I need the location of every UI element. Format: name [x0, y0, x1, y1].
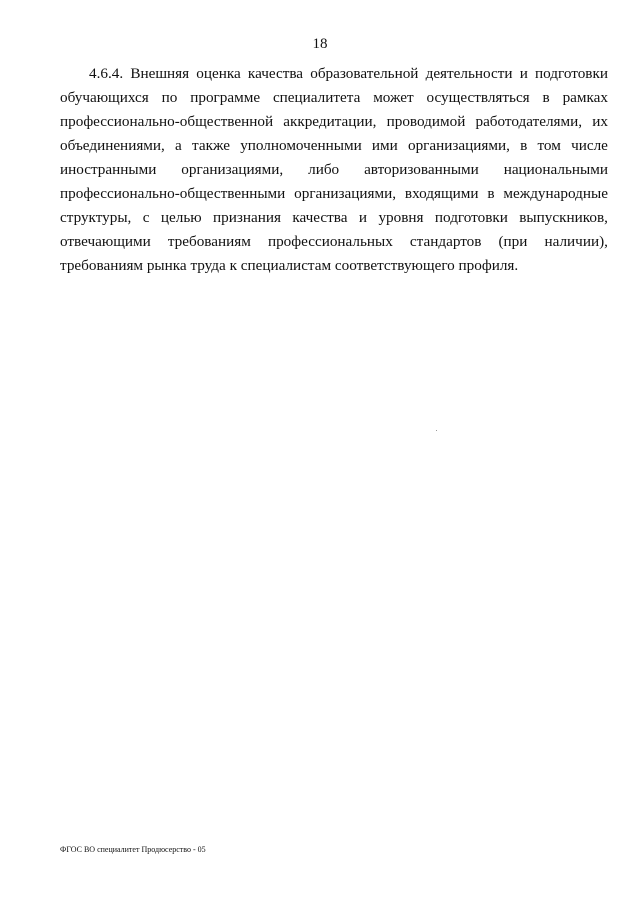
paragraph-word: профессионально-общественными: [60, 185, 286, 202]
paragraph-word: специалитета: [272, 89, 361, 106]
paragraph-word: наличии),: [544, 233, 608, 250]
paragraph-word: и: [519, 65, 528, 82]
paragraph-word: в: [542, 89, 550, 106]
paragraph-word: организациями,: [181, 161, 284, 178]
paragraph-word: международные: [503, 185, 608, 202]
paragraph-word: организациями,: [294, 185, 397, 202]
paragraph-word: аккредитации,: [283, 113, 377, 130]
paragraph-word: (при: [498, 233, 528, 250]
paragraph-word: Внешняя: [130, 65, 190, 82]
paragraph-word: национальными: [503, 161, 608, 178]
paragraph-word: отвечающими: [60, 233, 151, 250]
paragraph-word: профессиональных: [267, 233, 393, 250]
paragraph-line: [60, 206, 608, 230]
paragraph-word: а: [175, 137, 182, 154]
document-footer: ФГОС ВО специалитет Продюсерство - 05: [60, 845, 206, 854]
paragraph-word: числе: [571, 137, 608, 154]
paragraph-word: качества: [292, 209, 348, 226]
paragraph-line: [60, 182, 608, 206]
page-number: 18: [312, 36, 328, 52]
paragraph-line: [60, 230, 608, 254]
paragraph-word: 4.6.4.: [89, 65, 124, 82]
paragraph-word: может: [373, 89, 414, 106]
paragraph-word: образовательной: [310, 65, 419, 82]
paragraph-word: выпускников,: [519, 209, 608, 226]
paragraph-word: работодателями,: [475, 113, 583, 130]
paragraph-word: подготовки: [434, 209, 508, 226]
paragraph-word: их: [592, 113, 608, 130]
paragraph-line: [60, 134, 608, 158]
scan-speck: [436, 430, 437, 431]
paragraph-word: деятельности: [425, 65, 513, 82]
paragraph-word: том: [537, 137, 561, 154]
paragraph-line: [60, 158, 608, 182]
paragraph-word: оценка: [196, 65, 241, 82]
paragraph-line: [60, 110, 608, 134]
paragraph-line: [60, 62, 608, 86]
paragraph-word: рамках: [562, 89, 608, 106]
section-4-6-4-paragraph: [60, 62, 608, 278]
paragraph-word: программе: [190, 89, 261, 106]
paragraph-word: входящими: [404, 185, 479, 202]
paragraph-word: профессионально-общественной: [60, 113, 274, 130]
paragraph-word: в: [487, 185, 495, 202]
paragraph-word: ими: [371, 137, 398, 154]
paragraph-word: стандартов: [409, 233, 482, 250]
paragraph-word: обучающихся: [60, 89, 149, 106]
paragraph-word: уполномоченными: [240, 137, 362, 154]
paragraph-word: в: [520, 137, 528, 154]
paragraph-line: [60, 86, 608, 110]
paragraph-word: с: [142, 209, 150, 226]
paragraph-word: подготовки: [535, 65, 608, 82]
paragraph-word: структуры,: [60, 209, 132, 226]
paragraph-word: требованиям: [167, 233, 251, 250]
paragraph-last-line: требованиям рынка труда к специалистам соответствующего профиля.: [60, 257, 519, 274]
paragraph-word: авторизованными: [364, 161, 479, 178]
paragraph-word: признания: [213, 209, 281, 226]
paragraph-word: уровня: [378, 209, 424, 226]
paragraph-word: и: [358, 209, 368, 226]
paragraph-word: организациями,: [407, 137, 510, 154]
paragraph-word: также: [192, 137, 230, 154]
paragraph-word: объединениями,: [60, 137, 165, 154]
paragraph-word: либо: [308, 161, 340, 178]
paragraph-word: качества: [247, 65, 304, 82]
paragraph-word: целью: [160, 209, 202, 226]
paragraph-word: иностранными: [60, 161, 157, 178]
paragraph-word: по: [161, 89, 178, 106]
paragraph-word: проводимой: [386, 113, 466, 130]
paragraph-word: осуществляться: [426, 89, 530, 106]
